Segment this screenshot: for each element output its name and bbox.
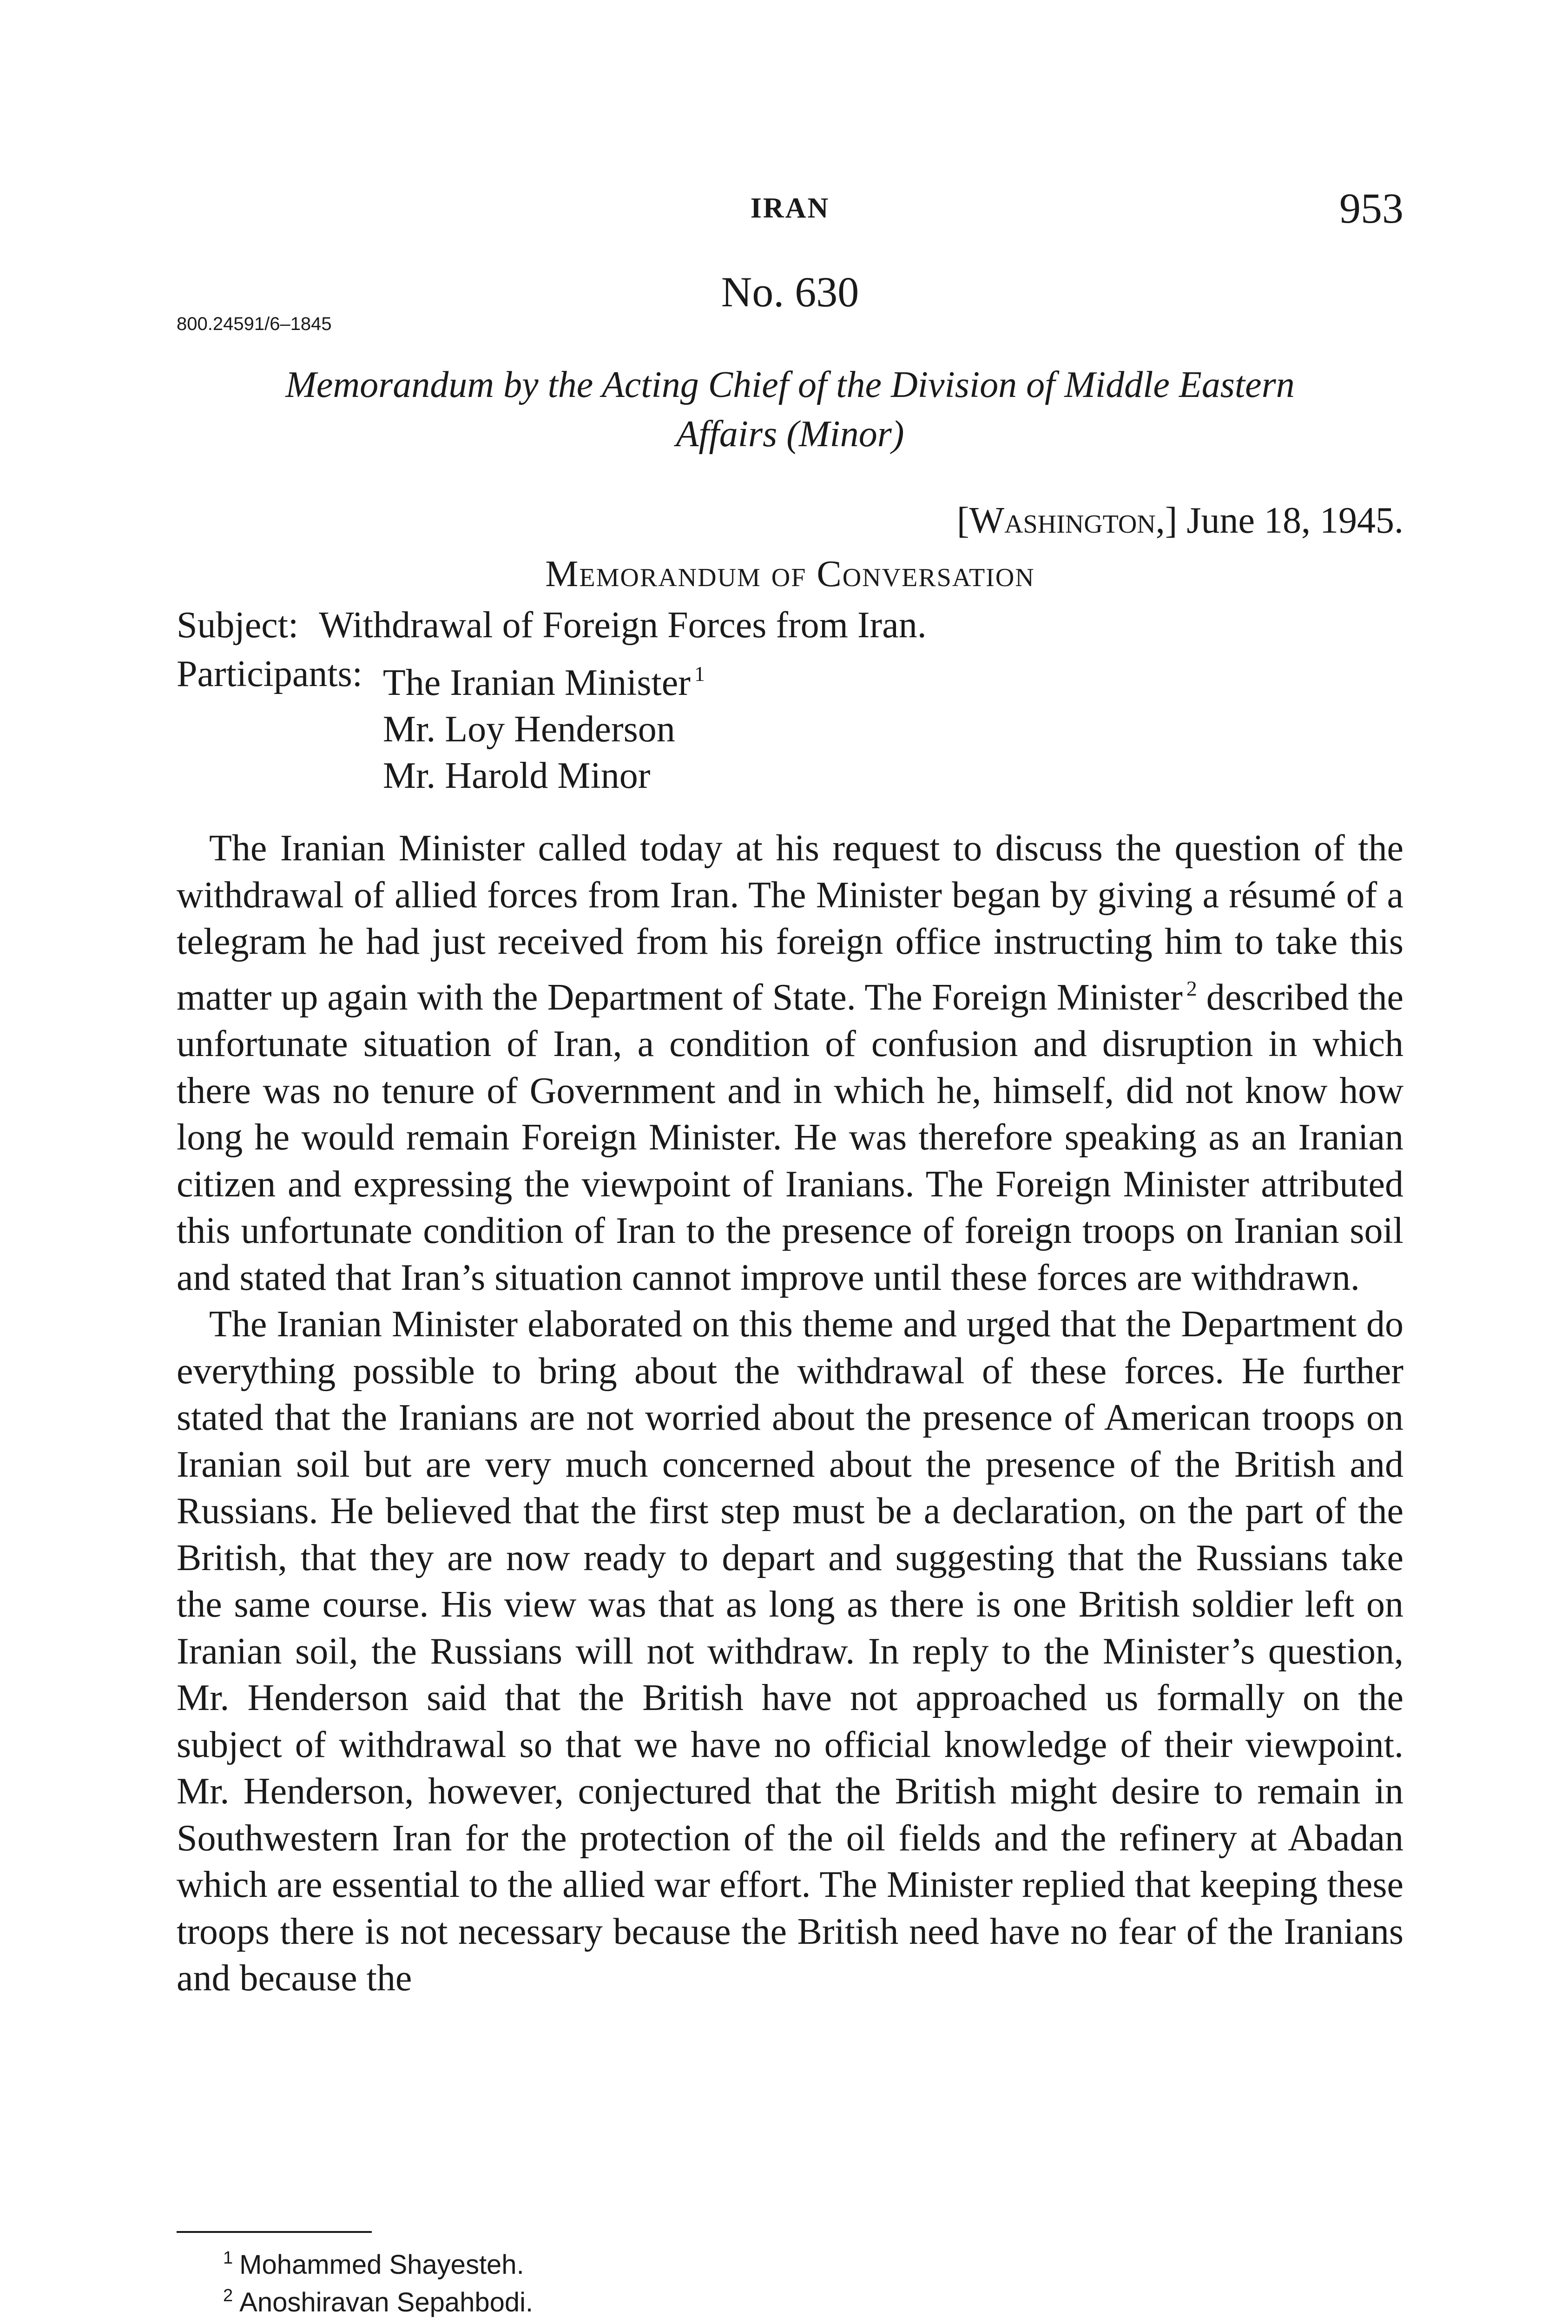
footnote-text: Mohammed Shayesteh.: [239, 2250, 524, 2280]
document-number: No. 630: [721, 268, 859, 316]
participants-block: [177, 651, 705, 799]
document-title-line-2: Affairs (Minor): [676, 414, 904, 455]
participant-name: Mr. Harold Minor: [382, 755, 651, 796]
document-page: [177, 0, 1403, 2324]
participant-name: Mr. Loy Henderson: [382, 709, 675, 750]
running-header: [177, 184, 1403, 235]
footnote-reference: 1: [694, 662, 705, 686]
footnote: [223, 2243, 533, 2280]
participants-label: Participants:: [177, 654, 362, 694]
file-number: 800.24591/6–1845: [177, 314, 332, 334]
memo-heading: Memorandum of Conversation: [545, 554, 1035, 594]
subject-text: Withdrawal of Foreign Forces from Iran.: [319, 605, 927, 646]
paragraph: [177, 825, 1403, 1301]
body-text: [177, 825, 1403, 2002]
participant-name: The Iranian Minister: [382, 662, 691, 703]
page-number: 953: [1339, 185, 1403, 232]
footnote-mark: 2: [223, 2286, 233, 2305]
footnote: [223, 2280, 533, 2318]
date: June 18, 1945.: [1186, 500, 1403, 541]
place: [Washington,]: [956, 500, 1178, 541]
footnote-mark: 1: [223, 2248, 233, 2268]
subject-label: Subject:: [177, 605, 299, 646]
footnote-divider: [177, 2231, 372, 2233]
footnote-reference: 2: [1186, 976, 1197, 1000]
document-title-line-1: Memorandum by the Acting Chief of the Division of Middle Eastern: [285, 364, 1295, 405]
paragraph-text: The Iranian Minister elaborated on this theme and urged that the Department do everything possible to bring about the withdrawal of these forces. He further stated that the Iranians are not worried about the presence of American troops on Iranian soil but are very much concerned about the presence of the British and Russians. He believed that the first step must be a declaration, on the part of the British, that they are now ready to depart and suggesting that the Russians take the same course. His view was that as long as there is one British soldier left on Iranian soil, the Russians will not withdraw. In reply to the Minister’s question, Mr. Henderson said that the British have not approached us formally on the subject of withdrawal so that we have no official knowledge of their viewpoint. Mr. Henderson, however, conjectured that the British might desire to remain in Southwestern Iran for the protection of the oil fields and the refinery at Abadan which are essential to the allied war effort. The Minister replied that keeping these troops there is not necessary because the British need have no fear of the Iranians and because the: [177, 1304, 1403, 1999]
place-and-date: [957, 500, 1403, 542]
participant: [383, 651, 705, 706]
running-title: IRAN: [750, 192, 830, 224]
footnotes: [223, 2243, 533, 2318]
participant: [383, 753, 705, 799]
document-title: [177, 360, 1403, 459]
participants-list: [383, 651, 705, 799]
paragraph-text: The Iranian Minister called today at his request to discuss the question of the withdrawal of allied forces from Iran. The Minister began by giving a résumé of a telegram he had just received from his foreign office instructing him to take this matter up again with the Department of State. The Foreign Minister: [177, 828, 1403, 1018]
paragraph-text-continued: described the unfortunate situation of Iran, a condition of confusion and disruption in which there was no tenure of Government and in which he, himself, did not know how long he would remain Foreign Minister. He was therefore speaking as an Iranian citizen and expressing the viewpoint of Iranians. The Foreign Minister attributed this unfortunate condition of Iran to the presence of foreign troops on Iranian soil and stated that Iran’s situation cannot improve until these forces are withdrawn.: [177, 977, 1403, 1298]
paragraph: [177, 1301, 1403, 2002]
subject-line: [177, 604, 927, 647]
footnote-text: Anoshiravan Sepahbodi.: [239, 2287, 534, 2317]
participant: [383, 706, 705, 753]
